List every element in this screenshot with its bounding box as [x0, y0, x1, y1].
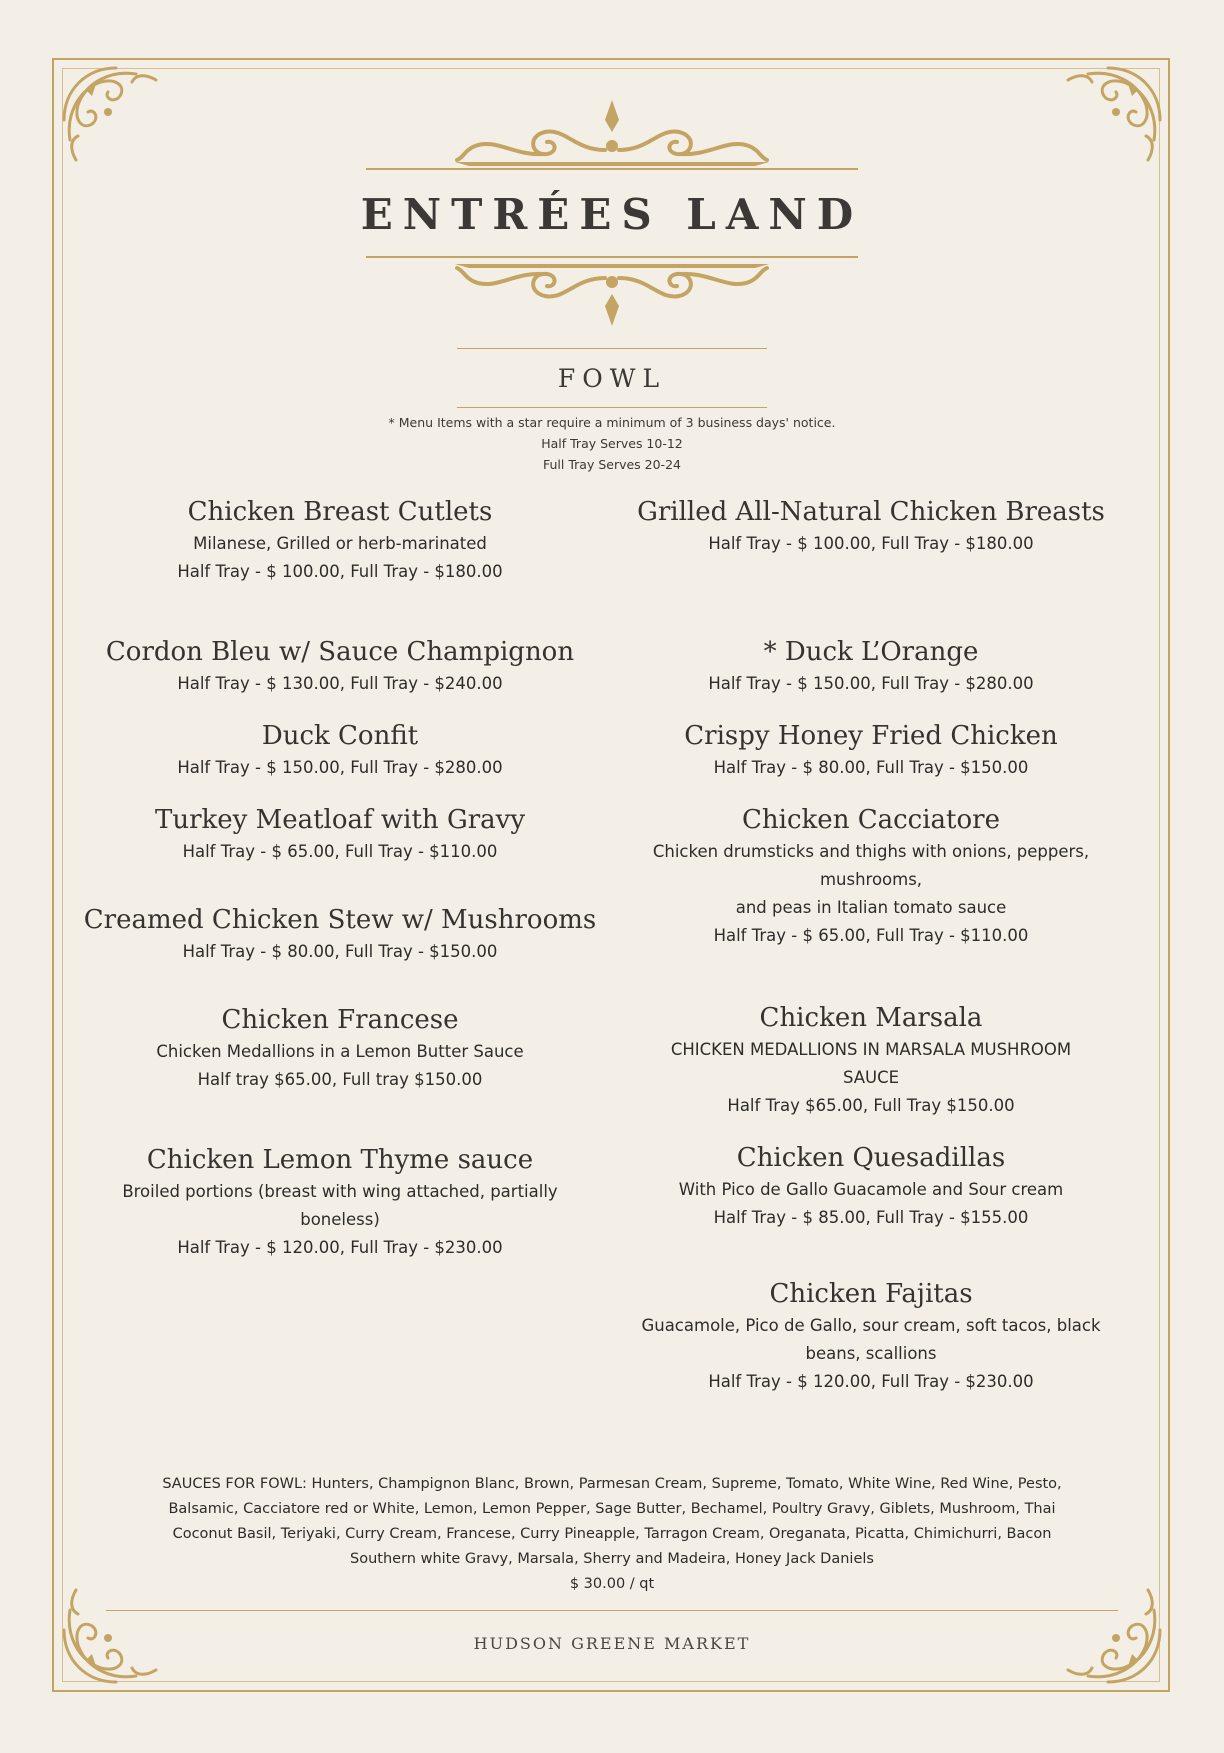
menu-item — [611, 496, 1131, 558]
item-description: CHICKEN MEDALLIONS IN MARSALA MUSHROOM — [670, 1040, 1072, 1059]
item-name: Chicken Cacciatore — [742, 805, 1000, 835]
item-name: Creamed Chicken Stew w/ Mushrooms — [83, 905, 597, 935]
menu-item — [611, 1002, 1131, 1120]
item-name: Chicken Breast Cutlets — [187, 497, 493, 527]
menu-item — [80, 496, 600, 586]
item-description: beans, scallions — [805, 1344, 937, 1363]
item-price: Half Tray $65.00, Full Tray $150.00 — [727, 1096, 1015, 1115]
sauces-line: Southern white Gravy, Marsala, Sherry and Madeira, Honey Jack Daniels — [350, 1551, 874, 1567]
item-description: Chicken Medallions in a Lemon Butter Sauce — [156, 1042, 524, 1061]
item-description: and peas in Italian tomato sauce — [735, 898, 1007, 917]
item-name: Chicken Lemon Thyme sauce — [146, 1145, 534, 1175]
item-description: boneless) — [300, 1210, 380, 1229]
item-description: SAUCE — [842, 1068, 900, 1087]
item-price: Half Tray - $ 150.00, Full Tray - $280.00 — [177, 758, 503, 777]
item-description: Chicken drumsticks and thighs with onions, peppers, — [652, 842, 1090, 861]
item-description: Guacamole, Pico de Gallo, sour cream, soft tacos, black — [641, 1316, 1101, 1335]
menu-item — [611, 720, 1131, 782]
item-price: Half Tray - $ 85.00, Full Tray - $155.00 — [713, 1208, 1029, 1227]
item-name: Chicken Fajitas — [769, 1279, 973, 1309]
menu-item — [80, 720, 600, 782]
menu-item — [611, 636, 1131, 698]
title-bottom-rule — [366, 256, 858, 258]
sauces-line: Balsamic, Cacciatore red or White, Lemon, Lemon Pepper, Sage Butter, Bechamel, Poultry Gravy, Giblets, Mushroom, Thai — [168, 1501, 1056, 1517]
footer-brand: HUDSON GREENE MARKET — [473, 1634, 751, 1653]
section-bottom-rule — [457, 407, 767, 408]
notice-star-items: * Menu Items with a star require a minimum of 3 business days' notice. — [388, 415, 836, 430]
item-price: Half Tray - $ 130.00, Full Tray - $240.00 — [177, 674, 503, 693]
item-price: Half tray $65.00, Full tray $150.00 — [197, 1070, 483, 1089]
item-name: Chicken Marsala — [759, 1003, 983, 1033]
sauces-section — [140, 1472, 1084, 1597]
sauces-line: SAUCES FOR FOWL: Hunters, Champignon Blanc, Brown, Parmesan Cream, Supreme, Tomato, White Wine, Red Wine, Pesto, — [162, 1476, 1062, 1492]
menu-item — [611, 804, 1131, 950]
item-name: Chicken Francese — [221, 1005, 459, 1035]
item-description: mushrooms, — [819, 870, 923, 889]
corner-flourish-icon — [1058, 60, 1168, 170]
item-description: With Pico de Gallo Guacamole and Sour cream — [678, 1180, 1064, 1199]
item-name: * Duck L’Orange — [763, 637, 979, 667]
corner-flourish-icon — [56, 60, 166, 170]
item-description: Milanese, Grilled or herb-marinated — [193, 534, 487, 553]
item-price: Half Tray - $ 100.00, Full Tray - $180.00 — [708, 534, 1034, 553]
section-top-rule — [457, 348, 767, 349]
top-scroll-ornament-icon — [455, 98, 769, 168]
item-price: Half Tray - $ 65.00, Full Tray - $110.00 — [713, 926, 1029, 945]
item-name: Cordon Bleu w/ Sauce Champignon — [105, 637, 575, 667]
item-name: Turkey Meatloaf with Gravy — [154, 805, 526, 835]
item-price: Half Tray - $ 80.00, Full Tray - $150.00 — [182, 942, 498, 961]
item-price: Half Tray - $ 65.00, Full Tray - $110.00 — [182, 842, 498, 861]
section-heading: FOWL — [557, 364, 667, 393]
sauces-line: Coconut Basil, Teriyaki, Curry Cream, Francese, Curry Pineapple, Tarragon Cream, Oreganata, Picatta, Chimichurri, Bacon — [172, 1526, 1052, 1542]
title-top-rule — [366, 168, 858, 170]
page-title: ENTRÉES LAND — [360, 190, 864, 239]
item-price: Half Tray - $ 120.00, Full Tray - $230.00 — [177, 1238, 503, 1257]
item-name: Crispy Honey Fried Chicken — [684, 721, 1058, 751]
menu-item — [611, 1142, 1131, 1232]
item-price: Half Tray - $ 100.00, Full Tray - $180.00 — [177, 562, 503, 581]
menu-item — [80, 804, 600, 866]
item-price: Half Tray - $ 80.00, Full Tray - $150.00 — [713, 758, 1029, 777]
item-name: Chicken Quesadillas — [736, 1143, 1006, 1173]
menu-item — [80, 636, 600, 698]
sauces-price: $ 30.00 / qt — [569, 1576, 655, 1592]
menu-item — [611, 1278, 1131, 1396]
notice-half-tray: Half Tray Serves 10-12 — [541, 436, 683, 451]
footer-rule — [106, 1610, 1118, 1611]
bottom-scroll-ornament-icon — [455, 262, 769, 328]
item-description: Broiled portions (breast with wing attached, partially — [122, 1182, 558, 1201]
menu-item — [80, 1144, 600, 1262]
menu-item — [80, 904, 600, 966]
item-price: Half Tray - $ 120.00, Full Tray - $230.00 — [708, 1372, 1034, 1391]
notice-full-tray: Full Tray Serves 20-24 — [543, 457, 681, 472]
item-name: Grilled All-Natural Chicken Breasts — [637, 497, 1105, 527]
item-price: Half Tray - $ 150.00, Full Tray - $280.00 — [708, 674, 1034, 693]
menu-item — [80, 1004, 600, 1094]
item-name: Duck Confit — [261, 721, 419, 751]
